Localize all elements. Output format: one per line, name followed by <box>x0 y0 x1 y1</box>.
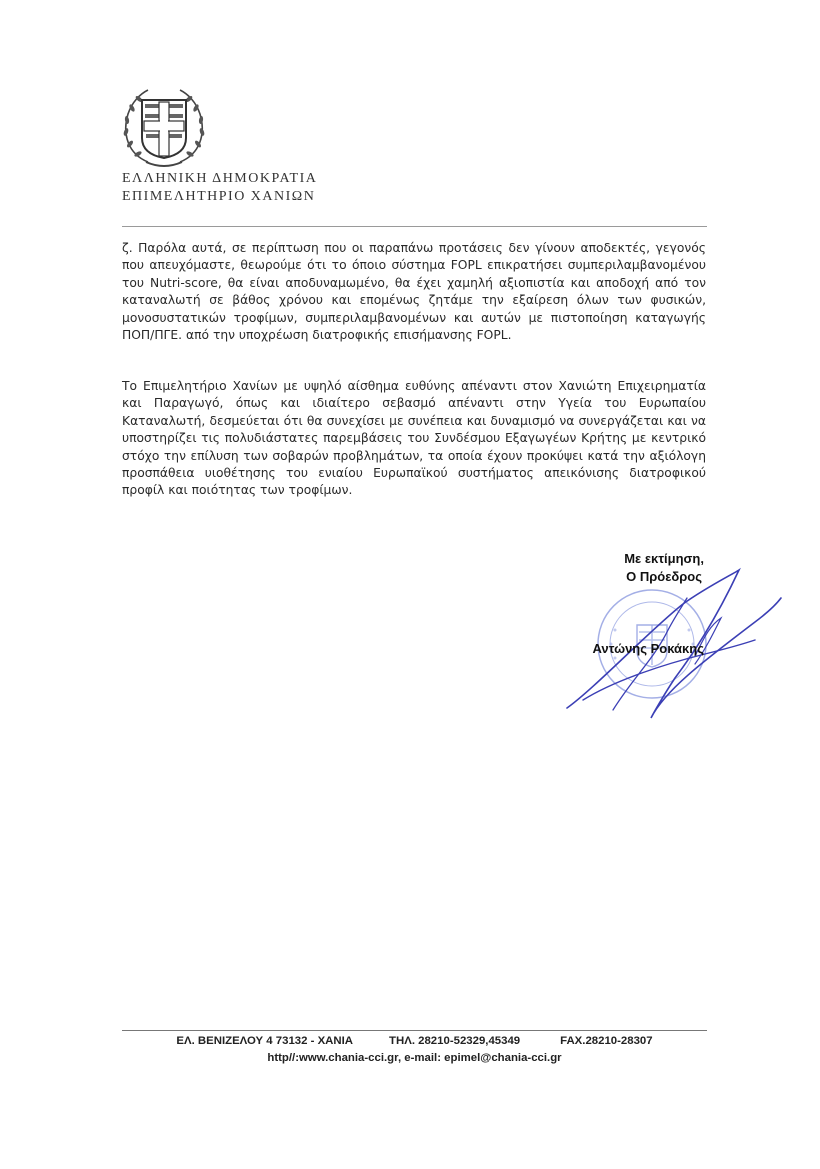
footer-web-email: http//:www.chania-cci.gr, e-mail: epimel@chania-cci.gr <box>267 1052 562 1064</box>
footer-phone: ΤΗΛ. 28210-52329,45349 <box>389 1035 521 1047</box>
signatory-name: Αντώνης Ροκάκης <box>592 641 704 656</box>
greek-coat-of-arms-icon <box>118 84 210 170</box>
footer-divider <box>122 1030 707 1031</box>
body-paragraph-1: ζ. Παρόλα αυτά, σε περίπτωση που οι παραπάνω προτάσεις δεν γίνουν αποδεκτές, γεγονός που απευχόμαστε, θεωρούμε ότι το όποιο σύστημα FOPL επικρατήσει συμπεριλαμβανομένου του Nutri-score, θα είναι αποδυναμωμένο, θα έχει χαμηλή αξιοπιστία και αποδοχή από τον καταναλωτή σε βάθος χρόνου και επομένως ζητάμε την εξαίρεση όλων των φυσικών, μονοσυστατικών τροφίμων, συμπεριλαμβανομένων και αυτών με πιστοποίηση καταγωγής ΠΟΠ/ΠΓΕ. από την υποχρέωση διατροφικής επισήμανσης FOPL. <box>122 241 706 343</box>
letterhead-line-2: ΕΠΙΜΕΛΗΤΗΡΙΟ ΧΑΝΙΩΝ <box>122 189 316 204</box>
header-divider <box>122 226 707 227</box>
footer-address: ΕΛ. ΒΕΝΙΖΕΛΟΥ 4 73132 - ΧΑΝΙΑ <box>176 1035 354 1047</box>
footer-contact-line <box>122 1035 707 1047</box>
signature-closing: Με εκτίμηση, <box>624 551 704 566</box>
footer-fax: FAX.28210-28307 <box>560 1035 653 1047</box>
body-paragraph-2: Το Επιμελητήριο Χανίων με υψηλό αίσθημα ευθύνης απέναντι στον Χανιώτη Επιχειρηματία και Παραγωγό, όπως και ιδιαίτερο σεβασμό απέναντι στην Υγεία του Ευρωπαίου Καταναλωτή, δεσμεύεται ότι θα συνεχίσει με συνέπεια και δυναμισμό να συνεργάζεται και να υποστηρίζει τις πολυδιάστατες παρεμβάσεις του Συνδέσμου Εξαγωγέων Κρήτης με κεντρικό στόχο την επίλυση των σοβαρών προβλημάτων, τα οποία έχουν προκύψει κατά την αξιόλογη προσπάθεια υιοθέτησης του ενιαίου Ευρωπαϊκού συστήματος απεικόνισης διατροφικού προφίλ και ποιότητας των τροφίμων. <box>122 379 706 498</box>
letterhead-line-1: ΕΛΛΗΝΙΚΗ ΔΗΜΟΚΡΑΤΙΑ <box>122 171 318 186</box>
signature-title: Ο Πρόεδρος <box>626 569 702 584</box>
